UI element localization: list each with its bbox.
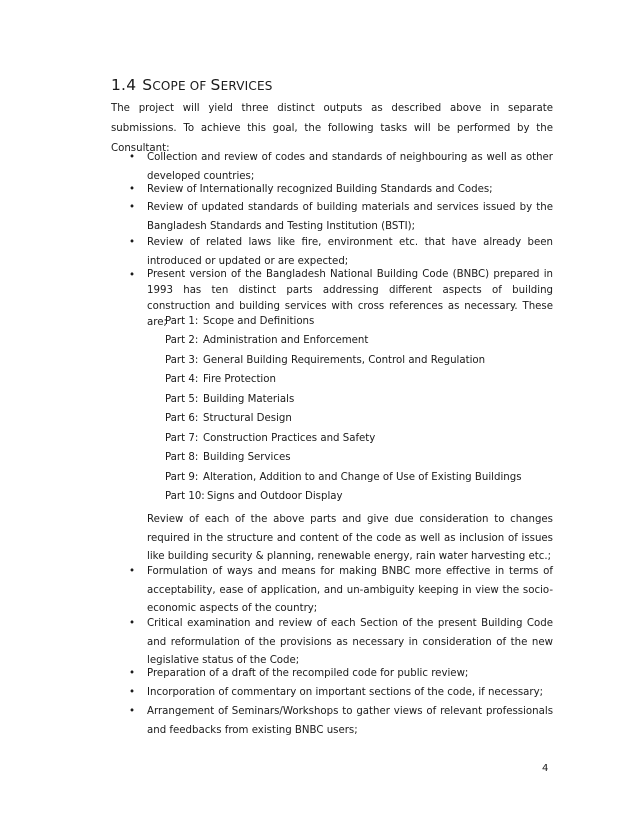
task-item: Review of related laws like fire, environment etc. that have already been introduced or updated or are expected; — [147, 237, 553, 267]
section-number: 1.4 — [111, 76, 137, 94]
task-item: Incorporation of commentary on important sections of the code, if necessary; — [147, 687, 544, 698]
task-item: Present version of the Bangladesh National Building Code (BNBC) prepared in 1993 has ten distinct parts addressing different aspects of building construction and building services with cross references as necessary. These are; — [147, 269, 553, 328]
part-list-item — [165, 353, 485, 369]
section-title-cap-2: S — [210, 76, 221, 94]
bullet-icon: • — [129, 202, 136, 213]
task-item: Preparation of a draft of the recompiled code for public review; — [147, 668, 469, 679]
part-title: Building Materials — [203, 394, 295, 405]
part-list-item — [165, 372, 276, 388]
part-title: Building Services — [203, 452, 291, 463]
bullet-icon: • — [129, 270, 136, 281]
part-list-item — [165, 333, 368, 349]
part-list-item — [165, 489, 343, 505]
bullet-icon: • — [129, 618, 136, 629]
bullet-icon: • — [129, 566, 136, 577]
part-title: Structural Design — [203, 413, 292, 424]
part-list-item — [165, 314, 314, 330]
part-label: Part 4: — [165, 374, 199, 385]
part-label: Part 1: — [165, 316, 199, 327]
part-title: Fire Protection — [203, 374, 276, 385]
bullet-icon: • — [129, 152, 136, 163]
part-label: Part 7: — [165, 433, 199, 444]
bullet-icon: • — [129, 184, 136, 195]
section-title-cap-1: S — [142, 76, 153, 94]
part-title: Scope and Definitions — [203, 316, 315, 327]
bullet-icon: • — [129, 706, 136, 717]
section-title-rest-2: ERVICES — [220, 79, 273, 93]
part-list-item — [165, 431, 375, 447]
bullet-icon: • — [129, 668, 136, 679]
part-label: Part 5: — [165, 394, 199, 405]
part-label: Part 8: — [165, 452, 199, 463]
part-label: Part 6: — [165, 413, 199, 424]
part-title: General Building Requirements, Control and Regulation — [203, 355, 486, 366]
task-item: Review of updated standards of building materials and services issued by the Bangladesh Standards and Testing Institution (BSTI); — [147, 202, 553, 232]
section-title-rest-1: COPE OF — [152, 79, 211, 93]
part-list-item — [165, 392, 294, 408]
part-label: Part 3: — [165, 355, 199, 366]
part-list-item — [165, 411, 292, 427]
page-number: 4 — [542, 763, 549, 774]
task-item: Arrangement of Seminars/Workshops to gather views of relevant professionals and feedbacks from existing BNBC users; — [147, 706, 553, 736]
part-title: Administration and Enforcement — [203, 335, 369, 346]
part-label: Part 10: — [165, 491, 205, 502]
task-item: Review of Internationally recognized Building Standards and Codes; — [147, 184, 493, 195]
part-list-item — [165, 470, 522, 486]
part-label: Part 9: — [165, 472, 199, 483]
bullet-icon: • — [129, 237, 136, 248]
part-list-item — [165, 450, 291, 466]
part-title: Signs and Outdoor Display — [207, 491, 343, 502]
task-item: Critical examination and review of each Section of the present Building Code and reformulation of the provisions as necessary in consideration of the new legislative status of the Code; — [147, 618, 553, 666]
part-title: Alteration, Addition to and Change of Use of Existing Buildings — [203, 472, 522, 483]
parts-review-paragraph: Review of each of the above parts and give due consideration to changes required in the structure and content of the code as well as inclusion of issues like building security & planning, renewable energy, rain water harvesting etc.; — [147, 514, 553, 562]
task-item: Collection and review of codes and standards of neighbouring as well as other developed countries; — [147, 152, 553, 182]
bullet-icon: • — [129, 687, 136, 698]
section-heading — [111, 76, 273, 94]
part-title: Construction Practices and Safety — [203, 433, 376, 444]
intro-paragraph: The project will yield three distinct outputs as described above in separate submissions. To achieve this goal, the following tasks will be performed by the Consultant: — [111, 103, 553, 154]
part-label: Part 2: — [165, 335, 199, 346]
task-item: Formulation of ways and means for making BNBC more effective in terms of acceptability, ease of application, and un-ambiguity keeping in view the socio-economic aspects of the country; — [147, 566, 553, 614]
